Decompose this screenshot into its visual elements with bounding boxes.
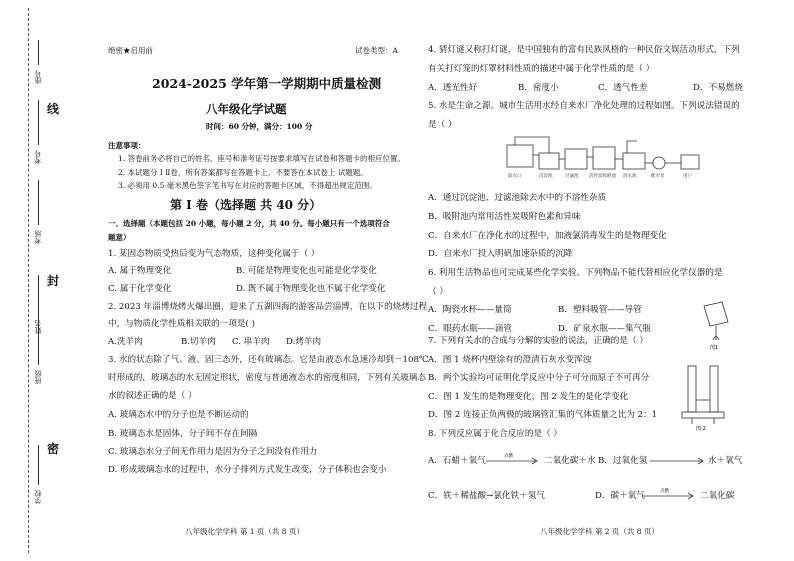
question-3-line2: 时形成的，玻璃态的水无固定形状，密度与普通液态水的密度相同，下列有关玻璃态: [108, 373, 426, 383]
question-5: 5. 水是生命之源。城市生活用水经自来水厂净化处理的过程如图。下列说法错误的: [428, 101, 740, 111]
name-label: 姓名: [34, 320, 42, 334]
inverted-beaker: [704, 302, 728, 326]
q6-option-c: C．眼药水瓶——滴管: [428, 324, 512, 334]
svg-text:过滤池: 过滤池: [565, 174, 579, 179]
q2-option-d: D.烤羊肉: [286, 337, 322, 347]
q8-option-d-reactants: D．碳＋氧气: [595, 491, 645, 501]
svg-text:取水口: 取水口: [508, 174, 522, 179]
q8-option-b-reactants: B．过氧化氢: [598, 456, 648, 466]
q6-option-b: B．塑料吸管——导管: [558, 305, 642, 315]
question-2: 2. 2023 年淄博烧烤火爆出圈，迎来了五湖四海的游客品尝淄博，在以下的烧烤过程: [108, 302, 428, 312]
seal-char-mi: 密: [47, 442, 60, 456]
q8-a-arrow: [484, 449, 540, 465]
question-4-cont: 有关打灯笼的灯罩材料性质的描述中属于化学性质的是（ ）: [428, 64, 655, 74]
notice-1: 1. 答卷前务必将自己的姓名、座号和准考证号按要求填写在试卷和答题卡的相应位置。: [118, 154, 406, 163]
question-2-cont: 中，与物质化学性质相关联的一项是( ): [108, 319, 255, 329]
svg-text:图 2: 图 2: [696, 426, 706, 432]
chlorine-pipe: [627, 141, 637, 153]
q7-option-b: B．两个实验均可证明化学反应中分子可分而原子不可再分: [428, 373, 650, 383]
page2-footer: 八年级化学学科 第 2 页（共 8 页）: [540, 527, 659, 536]
seat-label: 座号: [34, 70, 42, 84]
water-treatment-diagram: [505, 135, 725, 187]
q8-option-b-products: 水＋氧气: [708, 456, 743, 466]
pump-icon: [653, 157, 665, 169]
part1-header: 一、选择题（本题包括 20 小题，每小题 2 分，共 40 分。每小题只有一个选项符合: [108, 219, 390, 228]
svg-text:沉淀池: 沉淀池: [539, 174, 553, 179]
question-6-cont: （ ）: [428, 287, 448, 297]
tube-right: [710, 366, 718, 412]
question-4: 4. 猜灯谜又称打灯谜，是中国独有的富有民族风格的一种民俗文娱活动形式，下列: [428, 45, 740, 55]
exam-no-underline: [38, 100, 39, 145]
q1-option-b: B. 可能是物理变化也可能是化学变化: [236, 266, 377, 276]
exam-subtitle: 八年级化学试题: [206, 102, 287, 116]
intake-box: [507, 145, 533, 167]
q8-option-d-products: 二氧化碳: [700, 491, 735, 501]
q8-option-a-products: 二氧化碳＋水: [544, 456, 596, 466]
secret-label: 绝密★启用前: [108, 46, 153, 55]
notice-2: 2. 本试题分 I Ⅱ卷，所有答案都写在答题卡上，不要答在本试卷上 试题题。: [118, 168, 368, 177]
room-label: 考场: [34, 230, 42, 244]
section-title: 第 I 卷（选择题 共 40 分）: [170, 198, 322, 212]
figure-2-electrolysis: [676, 360, 736, 430]
svg-text:用户: 用户: [683, 174, 692, 179]
q8-option-c: C．铁＋稀盐酸→氯化铁＋氢气: [428, 491, 545, 501]
q7-option-c: C．图 1 发生的是物理变化，图 2 发生的是化学变化: [428, 392, 629, 402]
room-underline: [38, 180, 39, 225]
svg-text:点燃: 点燃: [660, 489, 669, 494]
q7-option-a: A．图 1 烧杯内壁涂有的澄清石灰水变浑浊: [428, 355, 592, 365]
q6-option-a: A．陶瓷水杯——量筒: [428, 305, 512, 315]
question-3: 3. 水的状态除了气、液、固三态外，还有玻璃态。它是由液态水急速冷却到－108℃: [108, 355, 429, 365]
part1-header-cont: 题意）: [108, 233, 131, 242]
svg-text:图1: 图1: [710, 345, 719, 351]
class-label: 班级: [34, 370, 42, 384]
q1-option-d: D. 既不属于物理变化也不属于化学变化: [236, 284, 386, 294]
q8-d-arrow: [640, 484, 696, 500]
q1-option-c: C. 属于化学变化: [108, 284, 172, 294]
q5-option-d: D．自来水厂投入明矾加速杂质的沉降: [428, 249, 573, 259]
q3-option-d: D. 形成玻璃态水的过程中，水分子排列方式发生改变，分子体积也会变小: [108, 465, 387, 475]
q4-option-a: A．透光性好: [428, 83, 478, 93]
clear-water-tank: [623, 153, 645, 169]
q5-option-b: B．吸附池内常用活性炭吸附色素和异味: [428, 212, 581, 222]
q8-b-arrow: [648, 449, 706, 465]
question-7: 7. 下列有关水的合成与分解的实验的说法，正确的是（ ）: [428, 336, 648, 346]
q8-option-a-reactants: A．石蜡＋氧气: [428, 456, 486, 466]
binding-dashed-line: [28, 8, 29, 553]
tube-left: [688, 366, 696, 412]
q1-option-a: A. 属于物理变化: [108, 266, 172, 276]
sedimentation-tank: [539, 153, 559, 169]
figure-1-beaker: [690, 300, 735, 350]
user-house: [681, 155, 699, 169]
q4-option-b: B．密度小: [518, 83, 559, 93]
q3-option-c: C. 玻璃态水分子间无作用力是因为分子之间没有作用力: [108, 447, 318, 457]
notice-3: 3. 必须用 0.5 毫米黑色签字笔书写在对应的答题卡区域，不得超出规定范围。: [118, 181, 377, 190]
seat-underline: [38, 40, 39, 65]
exam-no-label: 考号: [34, 150, 42, 164]
exam-title: 2024-2025 学年第一学期期中质量检测: [152, 76, 382, 91]
q6-option-d: D．矿泉水瓶——集气瓶: [558, 324, 651, 334]
q4-option-c: C．透气性差: [598, 83, 648, 93]
carbon-tank: [593, 147, 615, 169]
paper-type: 试卷类型：A: [355, 46, 398, 55]
school-label: 学校: [34, 490, 42, 504]
q3-option-b: B. 玻璃态水是固体，分子间不存在间隔: [108, 429, 258, 439]
q7-option-d: D．图 2 连接正负两极的玻璃管汇集的气体质量之比为 2：1: [428, 410, 658, 420]
time-score: 时间：60 分钟，满分：100 分: [206, 122, 313, 131]
seal-char-xian: 线: [47, 102, 60, 116]
svg-text:活性炭吸附池: 活性炭吸附池: [589, 174, 616, 179]
school-underline: [38, 445, 39, 485]
seal-char-feng: 封: [47, 274, 60, 288]
question-6: 6. 利用生活物品也可完成某些化学实验。下列物品不能代替相应化学仪器的是: [428, 268, 723, 278]
q2-option-b: B.切羊肉: [181, 337, 216, 347]
question-8: 8. 下列反应属于化合反应的是（ ）: [428, 429, 562, 439]
q5-option-a: A．通过沉淀池、过滤池除去水中的不溶性杂质: [428, 193, 607, 203]
q4-option-d: D．不易燃烧: [693, 83, 743, 93]
question-1: 1. 某固态物质受热后变为气态物质，这种变化属于（ ）: [108, 249, 320, 259]
filter-tank: [565, 149, 587, 169]
q5-option-c: C．自来水厂在净化水的过程中，加液氯消毒发生的是物理变化: [428, 231, 667, 241]
question-5-cont: 是（ ）: [428, 120, 457, 130]
q3-option-a: A. 玻璃态水中的分子也是不断运动的: [108, 410, 249, 420]
question-3-line3: 水的叙述正确的是（ ）: [108, 391, 197, 401]
q2-option-a: A.洗羊肉: [108, 337, 143, 347]
notice-title: 注意事项：: [108, 141, 146, 150]
svg-text:点燃: 点燃: [504, 454, 513, 459]
name-underline: [38, 275, 39, 315]
q2-option-c: C. 串羊肉: [232, 337, 270, 347]
svg-text:清水池: 清水池: [623, 174, 637, 179]
svg-text:配水泵: 配水泵: [651, 174, 665, 179]
page1-footer: 八年级化学学科 第 1 页（共 8 页）: [185, 527, 304, 536]
